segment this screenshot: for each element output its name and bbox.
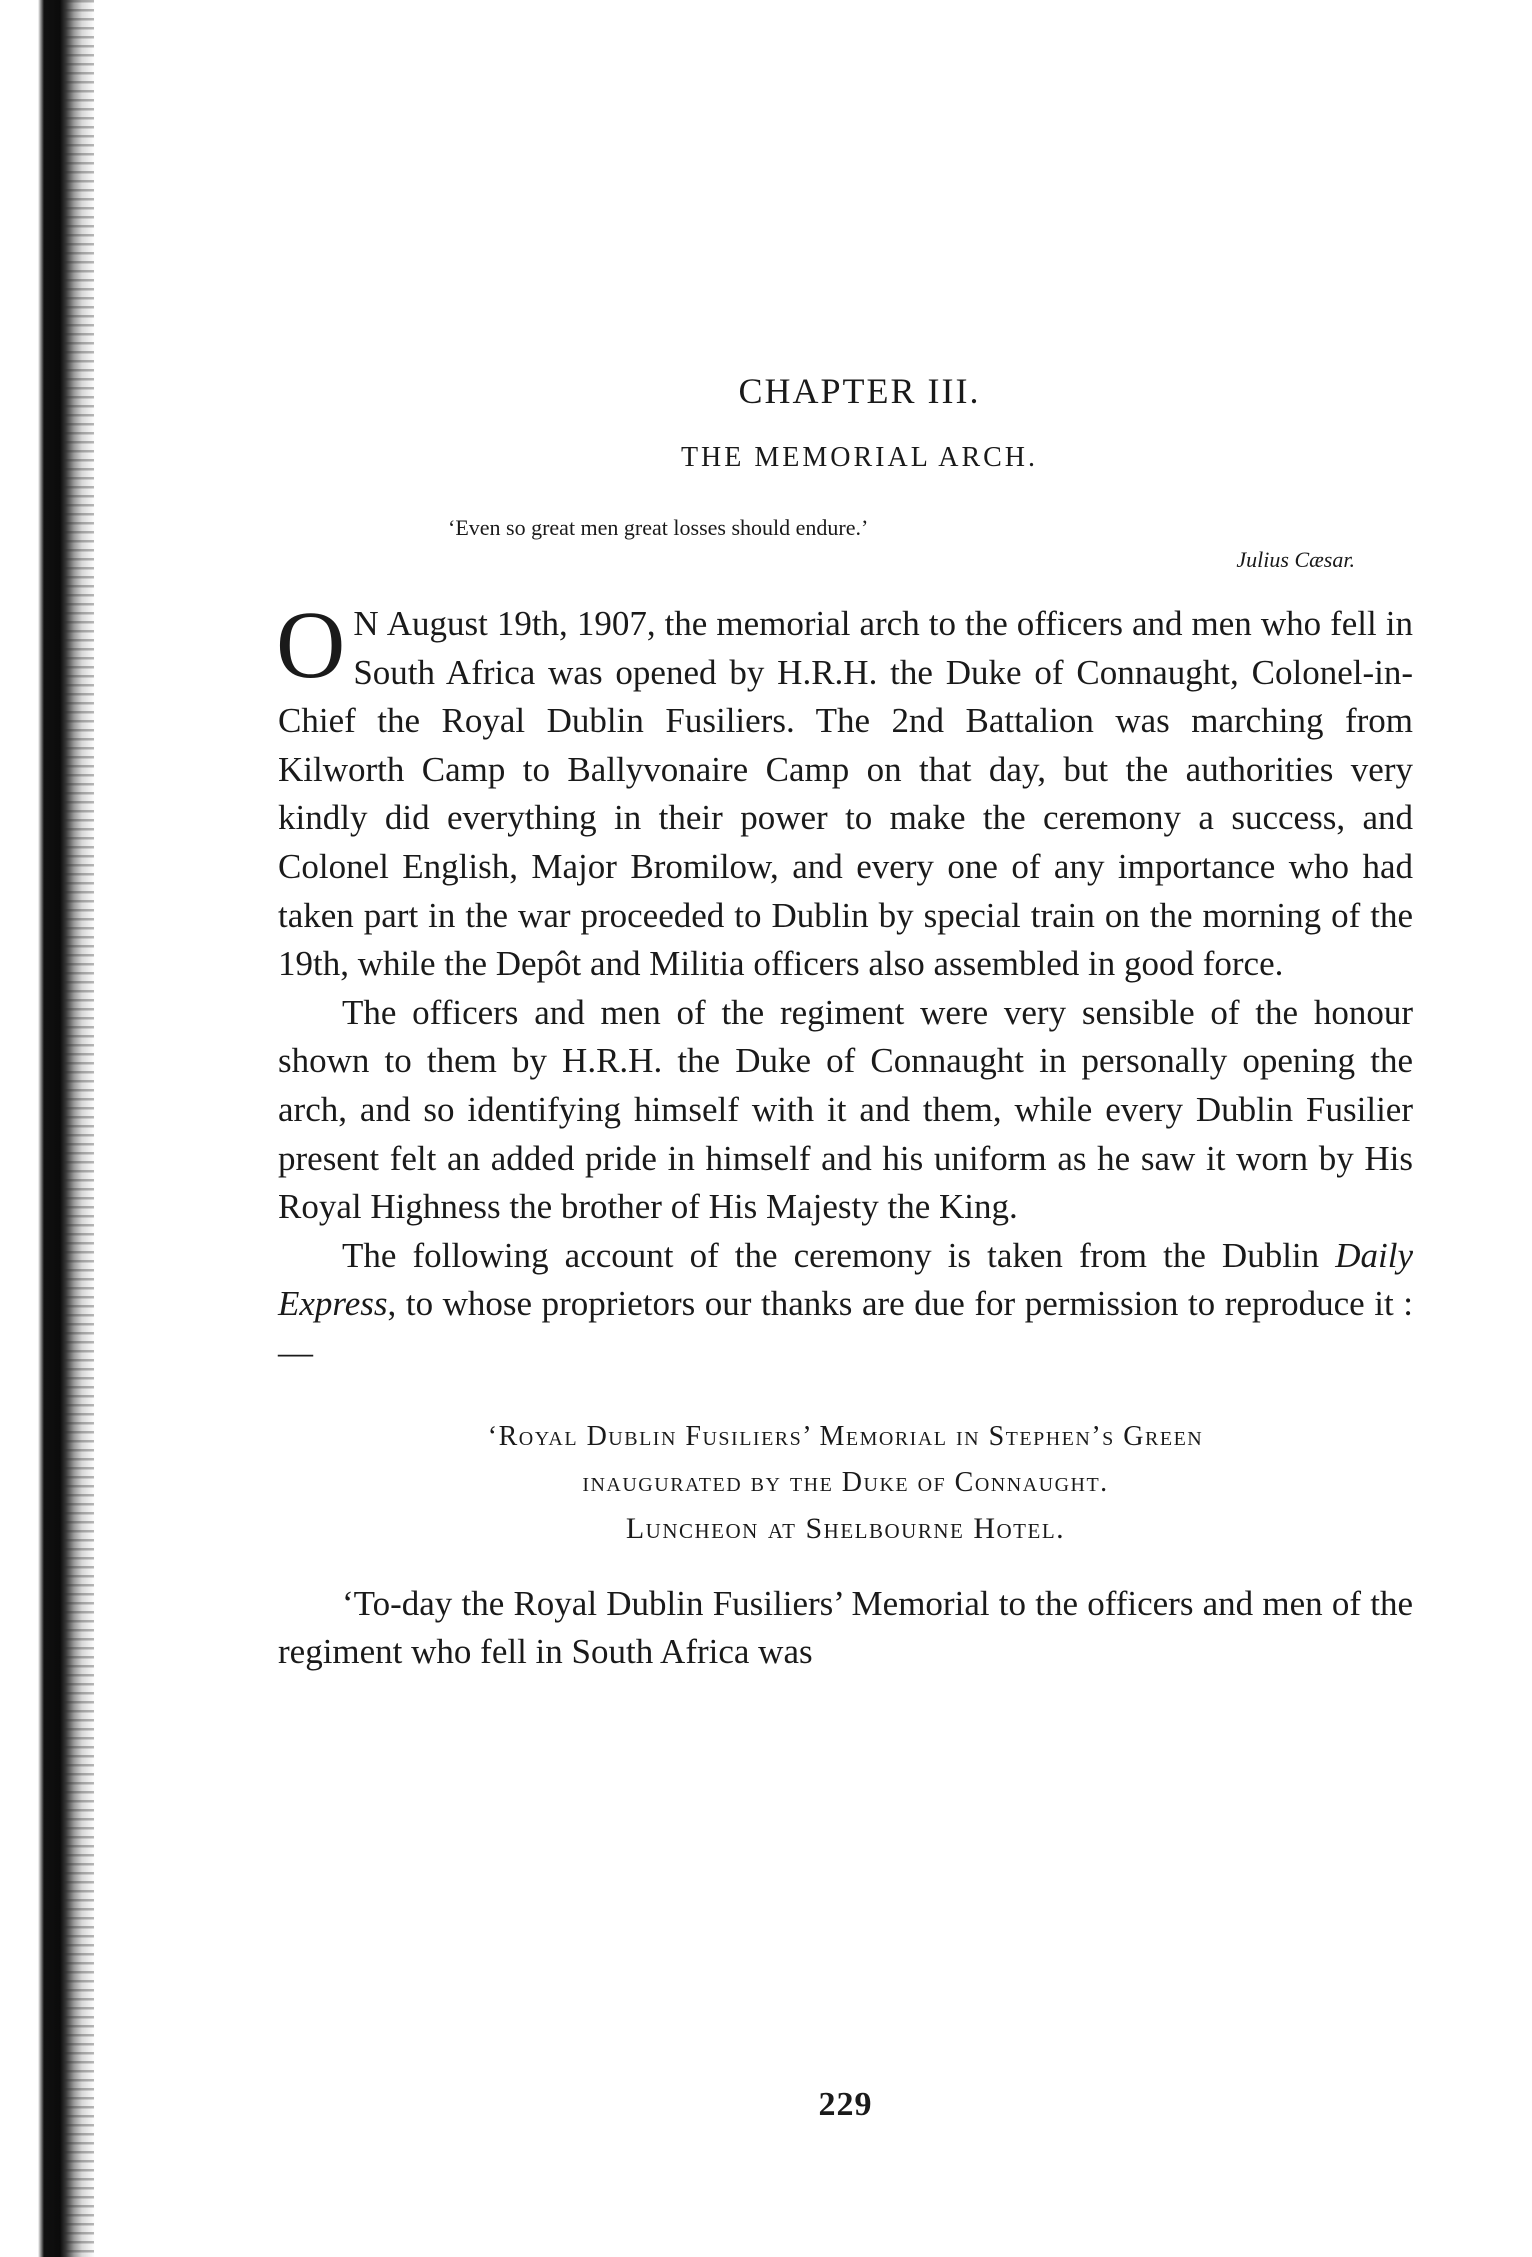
paragraph-2: The officers and men of the regiment were very sensible of the honour shown to them by H.R.H. the Duke of Connaught in personally opening the arch, and so identifying himself with it and them, while every Dublin Fusilier present felt an added pride in himself and his uniform as he saw it worn by His Royal Highness the brother of His Majesty the King. <box>278 992 1413 1227</box>
chapter-body <box>276 591 1413 1378</box>
paragraph-1 <box>276 591 1413 989</box>
newspaper-headline <box>278 1414 1413 1552</box>
headline-line-2: inaugurated by the Duke of Connaught. <box>582 1466 1109 1498</box>
headline-line-3: Luncheon at Shelbourne Hotel. <box>625 1511 1066 1545</box>
chapter-title: CHAPTER III. <box>738 371 981 411</box>
chapter-subtitle: THE MEMORIAL ARCH. <box>680 442 1039 473</box>
epigraph-quote: ‘Even so great men great losses should endure.’ <box>448 515 869 540</box>
drop-cap: O <box>276 591 346 698</box>
paragraph-3-after: , to whose proprietors our thanks are due for permission to reproduce it :— <box>278 1284 1413 1372</box>
epigraph-source: Julius Cæsar. <box>1236 547 1355 572</box>
paragraph-4: ‘To-day the Royal Dublin Fusiliers’ Memorial to the officers and men of the regiment who fell in South Africa was <box>278 1583 1413 1672</box>
first-word-rest: N <box>353 604 380 643</box>
newspaper-title: Daily Express <box>278 1235 1413 1324</box>
binding-texture <box>64 0 94 2257</box>
book-page <box>276 370 1413 2123</box>
paragraph-3-before: The following account of the ceremony is taken from the Dublin <box>342 1235 1336 1275</box>
page-number: 229 <box>818 2086 873 2123</box>
paragraph-1-text: August 19th, 1907, the memorial arch to the officers and men who fell in South Africa was opened by H.R.H. the Duke of Connaught, Colonel-in-Chief the Royal Dublin Fusiliers. The 2nd Battalion was marching from Kilworth Camp to Ballyvonaire Camp on that day, but the authorities very kindly did everything in their power to make the ceremony a success, and Colonel English, Major Bromilow, and every one of any importance who had taken part in the war proceeded to Dublin by special train on the morning of the 19th, while the Depôt and Militia officers also assembled in good force. <box>278 604 1413 984</box>
headline-line-1: ‘Royal Dublin Fusiliers’ Memorial in Stephen’s Green <box>487 1420 1204 1452</box>
chapter-body-continued <box>278 1580 1413 1677</box>
paragraph-3 <box>278 1232 1413 1378</box>
